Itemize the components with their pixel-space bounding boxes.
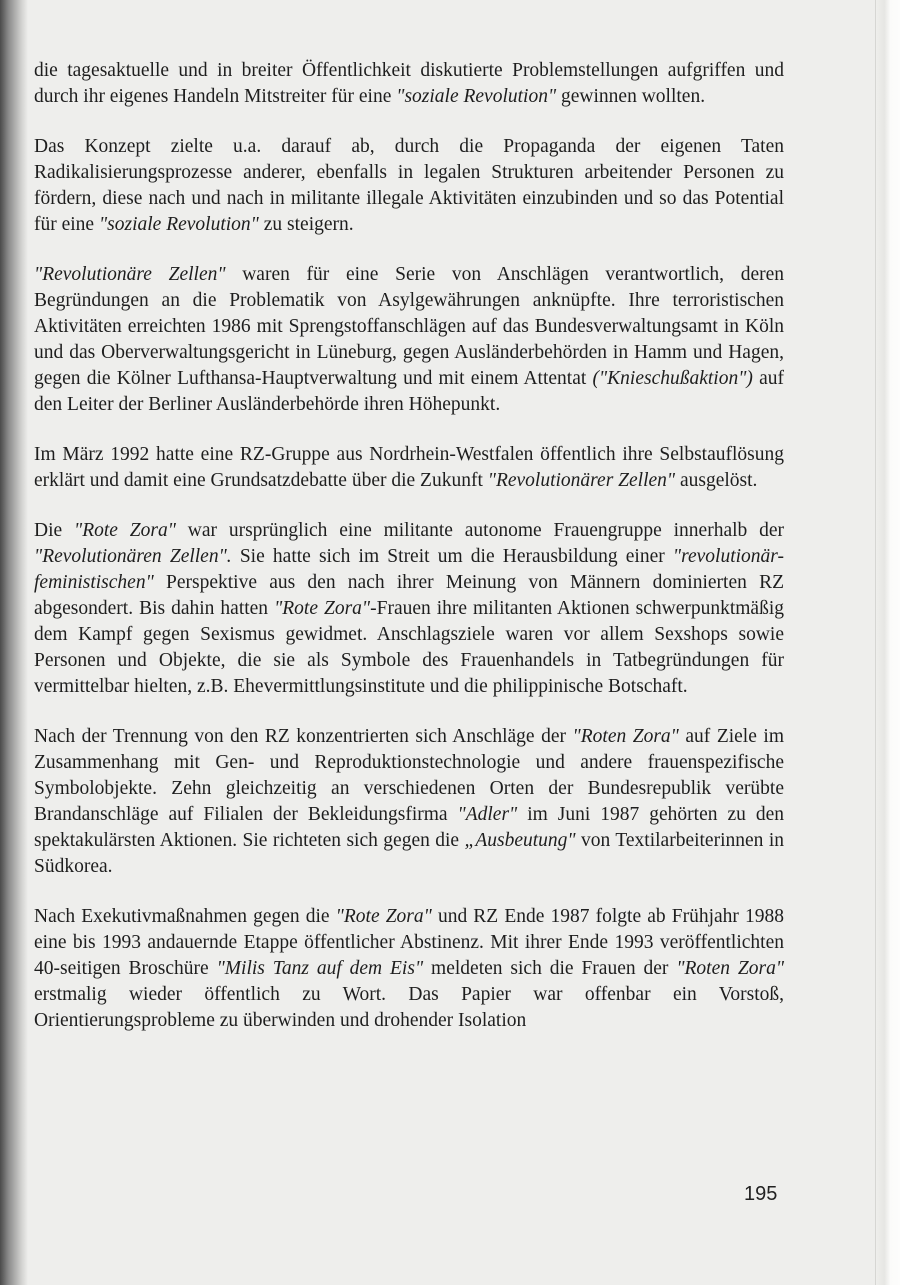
- text-run: ausgelöst.: [675, 470, 758, 491]
- page-number: 195: [744, 1183, 778, 1205]
- italic-phrase: "revolutionär-feministischen": [34, 546, 784, 593]
- text-run: war ursprünglich eine militante autonome Frauengruppe innerhalb der: [175, 520, 785, 541]
- text-run: zu steigern.: [258, 214, 354, 235]
- text-run: Nach der Trennung von den RZ konzentrierten sich Anschläge der: [34, 726, 573, 747]
- text-run: auf den Leiter der Berliner Ausländerbehörde ihren Höhepunkt.: [34, 368, 784, 415]
- text-run: Die: [34, 520, 75, 541]
- italic-phrase: "Revolutionäre Zellen": [34, 264, 226, 285]
- italic-phrase: "Adler": [457, 804, 518, 825]
- paragraph: [34, 518, 784, 700]
- paragraph: [34, 134, 784, 238]
- text-run: erstmalig wieder öffentlich zu Wort. Das Papier war offenbar ein Vorstoß, Orientierungsprobleme zu überwinden und drohender Isolation: [34, 984, 784, 1031]
- italic-phrase: ("Knieschußaktion"): [592, 368, 753, 389]
- italic-phrase: "soziale Revolution": [98, 214, 259, 235]
- italic-phrase: "Rote Zora": [74, 520, 176, 541]
- text-run: im Juni 1987 gehörten zu den spektakulärsten Aktionen. Sie richteten sich gegen die: [34, 804, 784, 851]
- text-run: -Frauen ihre militanten Aktionen schwerpunktmäßig dem Kampf gegen Sexismus gewidmet. Anschlagsziele waren vor allem Sexshops sowie Personen und Objekte, die sie als Symbole des Frauenhandels in Tatbegründungen für vermittelbar hielten, z.B. Ehevermittlungsinstitute und die philippinische Botschaft.: [34, 598, 785, 697]
- italic-phrase: "Revolutionärer Zellen": [487, 470, 676, 491]
- body-text: [34, 58, 784, 1058]
- text-run: Im März 1992 hatte eine RZ-Gruppe aus Nordrhein-Westfalen öffentlich ihre Selbstauflösung erklärt und damit eine Grundsatzdebatte über die Zukunft: [34, 444, 784, 491]
- text-run: die tagesaktuelle und in breiter Öffentlichkeit diskutierte Problemstellungen aufgriffen und durch ihr eigenes Handeln Mitstreiter für eine: [34, 60, 784, 107]
- text-run: und RZ Ende 1987 folgte ab Frühjahr 1988 eine bis 1993 andauernde Etappe öffentlicher Abstinenz. Mit ihrer Ende 1993 veröffentlichten 40-seitigen Broschüre: [34, 906, 784, 979]
- text-run: gewinnen wollten.: [556, 86, 706, 107]
- italic-phrase: "Rote Zora": [335, 906, 432, 927]
- italic-phrase: "Revolutionären Zellen".: [34, 546, 232, 567]
- italic-phrase: "Roten Zora": [676, 958, 785, 979]
- italic-phrase: „Ausbeutung": [464, 830, 576, 851]
- text-run: Das Konzept zielte u.a. darauf ab, durch die Propaganda der eigenen Taten Radikalisierungsprozesse anderer, ebenfalls in legalen Strukturen arbeitender Personen zu fördern, diese nach und nach in militante illegale Aktivitäten einzubinden und so das Potential für eine: [34, 136, 784, 235]
- book-binding-shadow: [0, 0, 28, 1285]
- text-run: von Textilarbeiterinnen in Südkorea.: [34, 830, 784, 877]
- paragraph: [34, 58, 784, 110]
- italic-phrase: "Roten Zora": [572, 726, 679, 747]
- paragraph: [34, 442, 784, 494]
- text-run: Sie hatte sich im Streit um die Herausbildung einer: [231, 546, 673, 567]
- paragraph: [34, 262, 784, 418]
- paragraph: [34, 724, 784, 880]
- text-run: meldeten sich die Frauen der: [423, 958, 677, 979]
- text-run: Nach Exekutivmaßnahmen gegen die: [34, 906, 336, 927]
- page-right-edge: [875, 0, 900, 1285]
- paragraph: [34, 904, 784, 1034]
- italic-phrase: "Milis Tanz auf dem Eis": [216, 958, 424, 979]
- italic-phrase: "soziale Revolution": [396, 86, 557, 107]
- italic-phrase: "Rote Zora": [274, 598, 371, 619]
- text-run: Perspektive aus den nach ihrer Meinung von Männern dominierten RZ abgesondert. Bis dahin hatten: [34, 572, 784, 619]
- text-run: auf Ziele im Zusammenhang mit Gen- und Reproduktionstechnologie und andere frauenspezifische Symbolobjekte. Zehn gleichzeitig an verschiedenen Orten der Bundesrepublik verübte Brandanschläge auf Filialen der Bekleidungsfirma: [34, 726, 784, 825]
- text-run: waren für eine Serie von Anschlägen verantwortlich, deren Begründungen an die Problematik von Asylgewährungen anknüpfte. Ihre terroristischen Aktivitäten erreichten 1986 mit Sprengstoffanschlägen auf das Bundesverwaltungsamt in Köln und das Oberverwaltungsgericht in Lüneburg, gegen Ausländerbehörden in Hamm und Hagen, gegen die Kölner Lufthansa-Hauptverwaltung und mit einem Attentat: [34, 264, 784, 389]
